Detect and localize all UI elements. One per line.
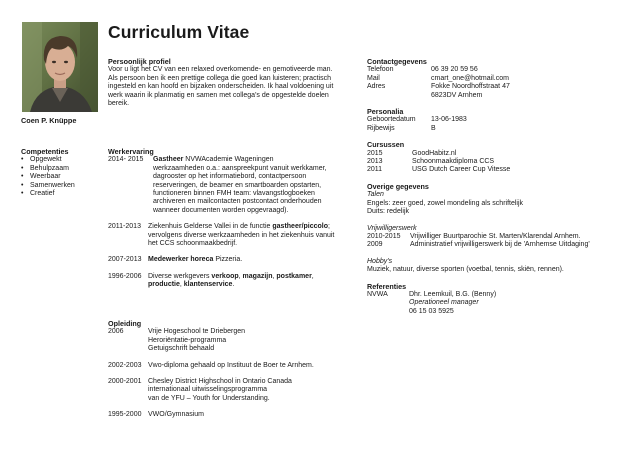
reference-role: Operationeel manager [409,299,479,307]
references-section [367,283,629,317]
course-row [367,150,629,158]
work-employer: Ziekenhuis Gelderse Vallei in de functie [148,223,273,231]
punctuation: , [238,272,243,280]
work-line: het CCS schoonmaakbedrijf. [148,240,238,248]
portrait-image [22,22,98,112]
personal-row [367,125,629,133]
other-section [367,183,629,275]
right-column [367,58,629,316]
education-line: internationaal uitwisselingsprogramma [148,386,268,394]
education-line: VWO/Gymnasium [148,411,205,419]
education-section [108,320,363,420]
reference-phone: 06 15 03 5925 [409,307,454,315]
volunteer-year: 2010-2015 [367,232,401,240]
work-section [108,148,363,290]
work-employer: Diverse werkgevers [148,272,212,280]
references-heading: Referenties [367,281,407,291]
work-line: reserveringen, de beamer en smartboarden opstarten, [153,181,322,189]
education-entry [108,411,363,419]
reference-row [367,291,629,316]
page-title: Curriculum Vitae [108,22,250,42]
course-row [367,166,629,174]
personal-heading: Personalia [367,107,404,117]
driving-license: B [431,124,436,132]
education-line: van de YFU – Youth for Understanding. [148,394,270,402]
volunteer-text: Vrijwilliger Buurtparochie St. Marten/Klarendal Arnhem. [410,232,581,240]
profile-line: bereik. [108,100,130,108]
reference-org: NVWA [367,290,388,298]
contact-section [367,58,629,100]
profile-line: ingesteld en kan hoofd en bijzaken onderscheiden. Ik haal voldoening uit [108,83,334,91]
education-line: Vwo-diploma gehaald op Instituut de Boer te Arnhem. [148,361,314,369]
course-name: GoodHabitz.nl [412,149,457,157]
education-line: Getuigschrift behaald [148,345,215,353]
course-name: Schoonmaakdiploma CCS [412,158,495,166]
work-line: werkzaamheden o.a.: aanspreekpunt vanuit werkkamer, [153,164,327,172]
course-name: USG Dutch Career Cup Vitesse [412,166,511,174]
work-role: Gastheer [153,156,184,164]
volunteer-row [367,241,629,249]
punctuation: , [311,272,314,280]
volunteer-label: Vrijwilligerswerk [367,224,417,232]
contact-row [367,92,629,100]
work-years: 2014- 2015 [108,156,144,164]
hobbies-label: Hobby's [367,257,393,265]
education-years: 2006 [108,328,124,336]
course-year: 2013 [367,158,383,166]
other-heading: Overige gegevens [367,181,429,191]
contact-label: Mail [367,74,380,82]
course-year: 2011 [367,166,383,174]
contact-label [367,92,431,100]
education-entry [108,362,363,370]
work-line: wanneer documenten worden opgevraagd). [153,206,289,214]
work-employer: Pizzeria. [213,256,243,264]
work-years: 2007-2013 [108,256,142,264]
education-years: 2000-2001 [108,378,142,386]
languages-line: Duits: redelijk [367,208,410,216]
list-item: • Creatief [21,190,55,198]
work-line: functioneren binnen FMH team: vlavangstlogboeken [153,190,315,198]
personal-label: Geboortedatum [367,116,416,124]
course-row [367,158,629,166]
work-role: gastheer/piccolo [272,223,329,231]
work-heading: Werkervaring [108,147,154,156]
contact-phone: 06 39 20 59 56 [431,66,478,74]
education-heading: Opleiding [108,319,142,328]
reference-name: Dhr. Leemkuil, B.G. (Benny) [409,290,497,298]
person-name: Coen P. Knüppe [21,116,77,125]
education-entry [108,328,363,353]
profile-text [108,66,363,108]
profile-section [108,58,363,108]
personal-row [367,116,629,124]
work-entry [108,223,363,248]
work-role: verkoop [211,272,239,280]
work-entry [108,156,363,215]
profile-line: Voor u ligt het CV van een relaxed overkomende- en gemotiveerde man. [108,66,333,74]
competences-heading: Competenties [21,147,69,156]
work-role: magazijn [242,272,273,280]
punctuation: , [272,272,277,280]
contact-label: Telefoon [367,66,394,74]
work-role: postkamer [276,272,312,280]
profile-line: werk waarin ik planmatig en samen met collega's de opgestelde doelen [108,91,329,99]
work-entry [108,256,363,264]
work-years: 2011-2013 [108,223,141,231]
contact-label: Adres [367,83,386,91]
profile-heading: Persoonlijk profiel [108,57,171,66]
work-employer: NVWAcademie Wageningen [183,156,274,164]
contact-row [367,83,629,91]
list-item: • Weerbaar [21,173,61,181]
languages-label: Talen [367,191,384,199]
education-line: Heroriëntatie-programma [148,336,227,344]
contact-heading: Contactgegevens [367,57,427,66]
contact-postcode: 6823DV Arnhem [431,91,483,99]
profile-photo [22,22,98,112]
competences-list [21,156,101,198]
work-line: vervolgens diverse werkzaamheden in het ziekenhuis vanuit [148,231,335,239]
contact-email: cmart_one@hotmail.com [431,74,509,82]
work-role: productie [148,281,180,289]
list-item: • Behulpzaam [21,164,69,172]
list-item: • Opgewekt [21,156,62,164]
profile-line: Als persoon ben ik een prettige collega die goed kan luisteren; practisch [108,74,331,82]
personal-label: Rijbewijs [367,124,395,132]
work-role: Medewerker horeca [148,256,214,264]
personal-section [367,108,629,133]
courses-section [367,141,629,175]
contact-row [367,75,629,83]
education-line: Chesley District Highschool in Ontario Canada [148,378,292,386]
contact-address: Fokke Noordhoffstraat 47 [431,83,510,91]
languages-line: Engels: zeer goed, zowel mondeling als schriftelijk [367,199,524,207]
course-year: 2015 [367,149,383,157]
list-item: • Samenwerken [21,181,75,189]
volunteer-year: 2009 [367,241,383,249]
courses-heading: Cursussen [367,140,405,150]
education-entry [108,378,363,403]
work-entry [108,273,363,290]
work-role: klantenservice [183,281,233,289]
education-years: 1995-2000 [108,411,142,419]
birthdate: 13-06-1983 [431,116,467,124]
punctuation: . [232,281,235,289]
work-line: dagrooster op het informatiebord, contactpersoon [153,173,307,181]
work-line: archiveren en mailcontacten postcontact onderhouden [153,198,322,206]
volunteer-row [367,233,629,241]
punctuation: ; [328,223,330,231]
contact-row [367,66,629,74]
volunteer-text: Administratief vrijwilligerswerk bij de 'Arnhemse Uitdaging' [410,241,590,249]
hobbies-text: Muziek, natuur, diverse sporten (voetbal, tennis, skiën, rennen). [367,266,564,274]
work-years: 1996-2006 [108,272,142,280]
education-years: 2002-2003 [108,361,142,369]
competences-section [21,148,101,198]
punctuation: , [179,281,184,289]
education-line: Vrije Hogeschool te Driebergen [148,328,246,336]
